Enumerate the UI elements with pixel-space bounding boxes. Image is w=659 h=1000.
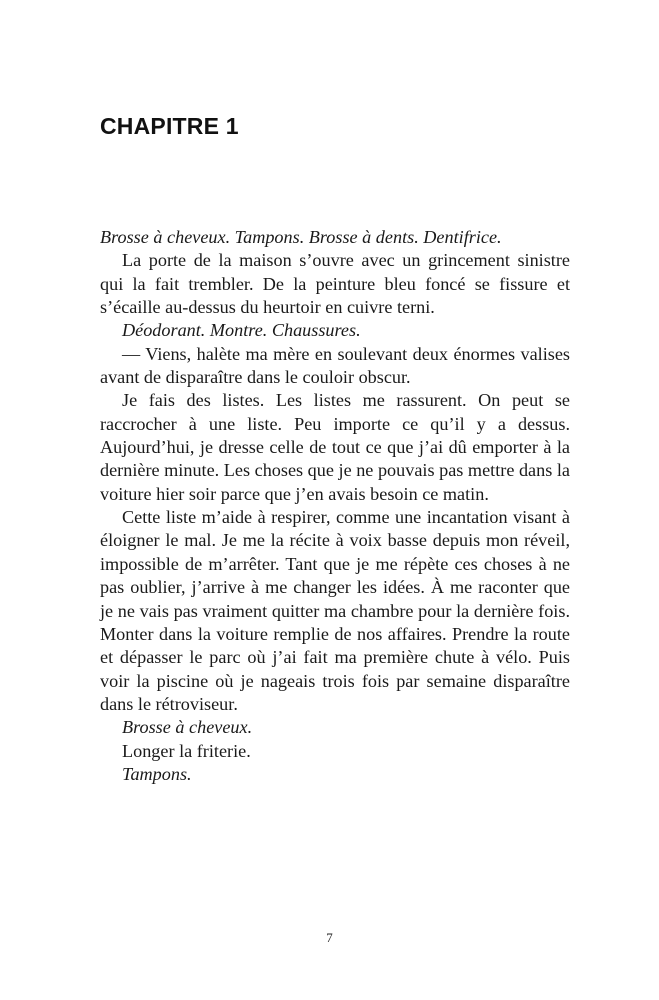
chapter-title: CHAPITRE 1	[100, 113, 239, 139]
paragraph-list-4: Tampons.	[122, 763, 192, 784]
paragraph-list-3: Brosse à cheveux.	[122, 717, 253, 738]
chapter-body	[100, 226, 570, 786]
page-number: 7	[326, 930, 333, 945]
paragraph-list-1: Brosse à cheveux. Tampons. Brosse à dents. Dentifrice.	[100, 227, 502, 247]
paragraph-dialogue: — Viens, halète ma mère en soulevant deux énormes valises avant de disparaître dans le couloir obscur.	[100, 343, 570, 388]
paragraph-lists: Je fais des listes. Les listes me rassurent. On peut se raccrocher à une liste. Peu importe ce qu’il y a dessus. Aujourd’hui, je dresse celle de tout ce que j’ai dû emporter à la dernière minute. Les choses que je ne pouvais pas mettre dans la voiture hier soir parce que j’en avais besoin ce matin.	[100, 390, 570, 504]
paragraph-incantation: Cette liste m’aide à respirer, comme une incantation visant à éloigner le mal. Je me la récite à voix basse depuis mon réveil, impossible de m’arrêter. Tant que je me répète ces choses à ne pas oublier, j’arrive à me changer les idées. À me raconter que je ne vais pas vraiment quitter ma chambre pour la dernière fois. Monter dans la voiture remplie de nos affaires. Prendre la route et dépasser le parc où j’ai fait ma première chute à vélo. Puis voir la piscine où je nageais trois fois par semaine disparaître dans le rétroviseur.	[100, 507, 570, 714]
paragraph-friterie: Longer la friterie.	[122, 740, 251, 761]
paragraph-door: La porte de la maison s’ouvre avec un grincement sinistre qui la fait trembler. De la peinture bleu foncé se fissure et s’écaille au-dessus du heurtoir en cuivre terni.	[100, 250, 570, 318]
paragraph-list-2: Déodorant. Montre. Chaussures.	[122, 320, 361, 341]
